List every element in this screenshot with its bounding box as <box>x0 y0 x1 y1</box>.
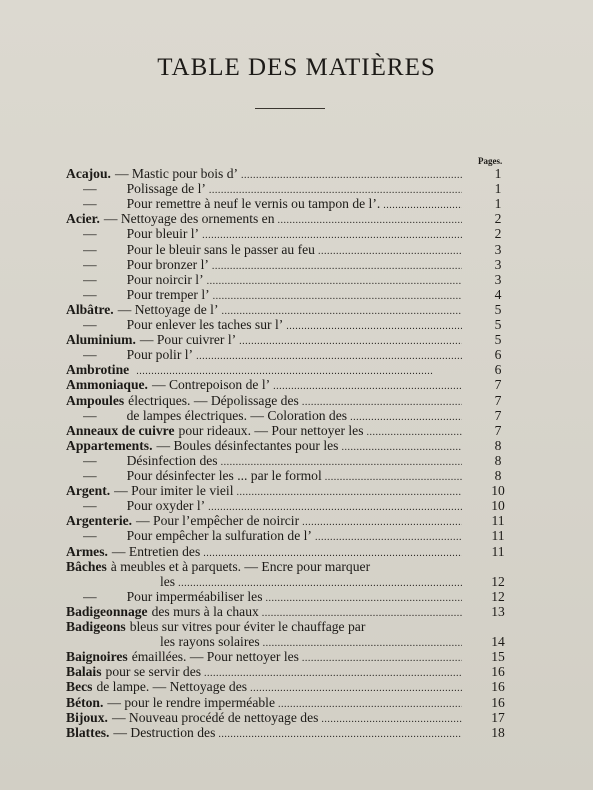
toc-page-number: 7 <box>494 407 502 423</box>
toc-keyword: Ambrotine <box>66 362 130 378</box>
toc-entry-text: bleus sur vitres pour éviter le chauffage par <box>129 619 366 634</box>
toc-ditto-dash: — <box>83 241 97 257</box>
toc-entry-line <box>66 604 462 620</box>
toc-ditto-dash: — <box>83 498 97 514</box>
toc-entry-line <box>66 559 462 575</box>
toc-page-number: 10 <box>491 498 505 514</box>
toc-entry <box>0 483 593 499</box>
page-title: TABLE DES MATIÈRES <box>157 54 436 81</box>
toc-dot-leader <box>278 211 463 227</box>
toc-entry-text: Pour remettre à neuf le vernis ou tampon de l’. <box>126 196 381 212</box>
toc-keyword: Ammoniaque. <box>66 377 148 393</box>
toc-keyword: Bijoux. <box>66 709 108 725</box>
toc-dot-leader <box>202 226 462 242</box>
toc-dot-leader <box>341 438 462 454</box>
toc-ditto-dash: — <box>83 347 97 363</box>
toc-keyword: Balais <box>66 664 102 680</box>
toc-dot-leader <box>263 634 462 650</box>
toc-entry <box>0 302 593 318</box>
toc-keyword: Badigeonnage <box>66 603 148 619</box>
toc-entry-line <box>66 423 462 439</box>
toc-entry <box>0 242 593 258</box>
toc-dot-leader <box>383 196 462 212</box>
toc-ditto-dash: — <box>83 286 97 302</box>
toc-entry <box>0 695 593 711</box>
toc-entry-text: émaillées. — Pour nettoyer les <box>131 649 299 665</box>
toc-entry-line <box>83 498 462 514</box>
toc-dot-leader <box>212 257 462 273</box>
toc-entry-line <box>83 272 462 288</box>
toc-entry-line <box>66 695 462 711</box>
toc-entry-line <box>83 589 462 605</box>
toc-entry-line <box>66 332 462 348</box>
toc-entry-line <box>66 362 462 378</box>
toc-page-number: 5 <box>494 317 502 332</box>
toc-entry <box>0 347 593 363</box>
toc-entry <box>0 423 593 439</box>
toc-entry <box>0 362 593 378</box>
toc-entry <box>0 498 593 514</box>
toc-entry-text: Pour désinfecter les ... par le formol <box>126 468 322 483</box>
toc-keyword: Baignoires <box>66 649 128 665</box>
toc-ditto-dash: — <box>83 256 97 272</box>
toc-keyword: Acier. <box>66 211 100 227</box>
toc-page-number: 7 <box>494 422 502 438</box>
toc-page-number: 11 <box>491 513 505 529</box>
toc-entry-line <box>83 287 462 303</box>
toc-entry-line <box>66 619 462 635</box>
toc-dot-leader <box>136 362 462 378</box>
toc-dot-leader <box>266 589 463 605</box>
toc-entry <box>0 604 593 620</box>
toc-dot-leader <box>318 242 462 258</box>
toc-page-number: 1 <box>494 181 502 197</box>
toc-keyword: Appartements. <box>66 437 153 453</box>
toc-entry <box>0 544 593 560</box>
toc-page-number: 5 <box>494 301 502 317</box>
toc-dot-leader <box>302 513 462 529</box>
toc-entry <box>0 725 593 741</box>
toc-entry <box>0 272 593 288</box>
toc-entry <box>0 226 593 242</box>
toc-entry-text: — Boules désinfectantes pour les <box>156 437 339 453</box>
toc-page-number: 1 <box>494 166 502 181</box>
toc-dot-leader <box>178 574 462 590</box>
toc-entry-text: pour se servir des <box>105 664 202 680</box>
toc-entry-line <box>66 679 462 695</box>
toc-entry <box>0 181 593 197</box>
toc-dot-leader <box>278 695 462 711</box>
toc-keyword: Aluminium. <box>66 332 136 348</box>
toc-entry-text: — Nettoyage des ornements en <box>103 211 275 227</box>
toc-keyword: Anneaux de cuivre <box>66 422 175 438</box>
toc-entry <box>0 679 593 695</box>
toc-entry-line <box>83 242 462 258</box>
toc-entry <box>0 513 593 529</box>
toc-entry-text: Polissage de l’ <box>126 181 206 197</box>
toc-entry-text: Pour polir l’ <box>126 347 194 363</box>
toc-ditto-dash: — <box>83 196 97 212</box>
toc-entry-line <box>83 453 462 469</box>
toc-dot-leader <box>302 393 462 409</box>
toc-keyword: Béton. <box>66 694 104 710</box>
toc-dot-leader <box>241 166 462 182</box>
toc-entry-text: — Nouveau procédé de nettoyage des <box>111 709 319 725</box>
toc-dot-leader <box>218 725 462 741</box>
toc-page-number: 17 <box>491 709 505 725</box>
toc-entry-line <box>83 528 462 544</box>
toc-dot-leader <box>321 710 462 726</box>
toc-continuation-text: les <box>160 573 176 589</box>
toc-entry-line <box>66 377 462 393</box>
toc-entry-line <box>83 181 462 197</box>
toc-page-number: 5 <box>494 332 502 348</box>
toc-entry-text: — Pour cuivrer l’ <box>139 332 237 348</box>
toc-dot-leader <box>286 317 462 333</box>
toc-page-number: 12 <box>491 573 505 589</box>
toc-page-number: 11 <box>491 528 505 544</box>
toc-dot-leader <box>236 483 462 499</box>
toc-entry-text: — Pour imiter le vieil <box>114 483 234 499</box>
toc-dot-leader <box>250 679 462 695</box>
toc-entry-text: de lampes électriques. — Coloration des <box>126 407 348 423</box>
toc-entry-text: Désinfection des <box>126 452 218 468</box>
toc-dot-leader <box>203 544 462 560</box>
toc-entry <box>0 377 593 393</box>
toc-entry-line <box>83 317 462 333</box>
toc-entry <box>0 574 593 590</box>
toc-entry <box>0 589 593 605</box>
toc-page-number: 6 <box>494 362 502 378</box>
toc-keyword: Argenterie. <box>66 513 133 529</box>
toc-page-number: 2 <box>494 211 502 227</box>
toc-entry-text: Pour enlever les taches sur l’ <box>126 317 284 332</box>
toc-entry-text: — Destruction des <box>113 724 216 740</box>
toc-entry-text: de lampe. — Nettoyage des <box>96 679 248 695</box>
toc-entry <box>0 619 593 635</box>
toc-entry <box>0 453 593 469</box>
toc-entry <box>0 649 593 665</box>
toc-entry-text: Pour bronzer l’ <box>126 256 209 272</box>
toc-entry-text: Pour oxyder l’ <box>126 498 206 514</box>
toc-ditto-dash: — <box>83 317 97 332</box>
toc-ditto-dash: — <box>83 271 97 287</box>
toc-page-number: 3 <box>494 271 502 287</box>
toc-entry <box>0 317 593 333</box>
toc-page-number: 1 <box>494 196 502 212</box>
toc-page-number: 7 <box>494 392 502 408</box>
toc-dot-leader <box>204 664 462 680</box>
toc-entry <box>0 332 593 348</box>
toc-keyword: Armes. <box>66 543 108 559</box>
toc-dot-leader <box>196 347 462 363</box>
toc-page-number: 11 <box>491 543 505 559</box>
toc-page-number: 8 <box>494 437 502 453</box>
toc-dot-leader <box>367 423 463 439</box>
toc-entry-text: — pour le rendre imperméable <box>107 694 275 710</box>
toc-page-number: 16 <box>491 694 505 710</box>
toc-keyword: Ampoules <box>66 392 125 408</box>
toc-ditto-dash: — <box>83 181 97 197</box>
toc-entry-line <box>66 211 462 227</box>
toc-ditto-dash: — <box>83 226 97 242</box>
toc-entry <box>0 528 593 544</box>
toc-entry <box>0 211 593 227</box>
toc-entry-line <box>83 226 462 242</box>
toc-dot-leader <box>239 332 462 348</box>
toc-entry-line <box>66 664 462 680</box>
toc-entry-text: — Nettoyage de l’ <box>117 301 219 317</box>
toc-entry-line <box>83 468 462 484</box>
toc-ditto-dash: — <box>83 588 97 604</box>
toc-entry-line <box>66 166 462 182</box>
toc-entry-line <box>160 634 462 650</box>
toc-dot-leader <box>221 453 462 469</box>
toc-entry-line <box>66 544 462 560</box>
toc-entry-line <box>83 196 462 212</box>
toc-page-number: 10 <box>491 483 505 499</box>
toc-dot-leader <box>350 408 462 424</box>
toc-entry-line <box>66 393 462 409</box>
toc-entry-text: électriques. — Dépolissage des <box>128 392 299 408</box>
toc-dot-leader <box>213 287 462 303</box>
toc-page-number: 16 <box>491 679 505 695</box>
toc-keyword: Becs <box>66 679 93 695</box>
toc-entry-line <box>66 710 462 726</box>
toc-continuation-text: les rayons solaires <box>160 634 260 650</box>
toc-dot-leader <box>209 181 462 197</box>
toc-page-number: 18 <box>491 724 505 740</box>
toc-entry-line <box>66 649 462 665</box>
toc-dot-leader <box>302 649 462 665</box>
toc-page-number: 4 <box>494 286 502 302</box>
toc-entry <box>0 393 593 409</box>
toc-page-number: 15 <box>491 649 505 665</box>
toc-entry-text: — Contrepoison de l’ <box>151 377 271 393</box>
toc-entry-text: — Entretien des <box>111 543 201 559</box>
toc-entry-line <box>83 257 462 273</box>
toc-page-number: 6 <box>494 347 502 363</box>
toc-entry-text: à meubles et à parquets. — Encre pour marquer <box>110 558 371 574</box>
toc-ditto-dash: — <box>83 528 97 544</box>
toc-dot-leader <box>222 302 463 318</box>
toc-entry-line <box>83 347 462 363</box>
toc-entry <box>0 438 593 454</box>
toc-entry <box>0 257 593 273</box>
toc-entry <box>0 468 593 484</box>
toc-page-number: 7 <box>494 377 502 393</box>
toc-entry <box>0 664 593 680</box>
toc-entry-line <box>160 574 462 590</box>
toc-entry <box>0 287 593 303</box>
toc-entry-text: Pour imperméabiliser les <box>126 588 263 604</box>
toc-entry-line <box>66 725 462 741</box>
toc-entry-text: Pour le bleuir sans le passer au feu <box>126 241 315 257</box>
toc-entry-line <box>83 408 462 424</box>
toc-page-number: 13 <box>491 603 505 619</box>
toc-keyword: Bâches <box>66 558 107 574</box>
toc-ditto-dash: — <box>83 452 97 468</box>
toc-dot-leader <box>208 498 462 514</box>
toc-keyword: Albâtre. <box>66 301 114 317</box>
title-rule <box>255 108 325 109</box>
toc-entry-text: Pour bleuir l’ <box>126 226 200 242</box>
toc-dot-leader <box>207 272 462 288</box>
toc-page-number: 3 <box>494 256 502 272</box>
toc-ditto-dash: — <box>83 407 97 423</box>
pages-column-label: Pages. <box>478 156 503 166</box>
toc-dot-leader <box>262 604 462 620</box>
toc-page-number: 3 <box>494 241 502 257</box>
toc-entry <box>0 710 593 726</box>
toc-dot-leader <box>273 377 462 393</box>
toc-keyword: Blattes. <box>66 724 110 740</box>
toc-dot-leader <box>325 468 462 484</box>
toc-entry-line <box>66 513 462 529</box>
toc-entry-text: Pour noircir l’ <box>126 271 204 287</box>
toc-page-number: 14 <box>491 634 505 650</box>
toc-entry-text: — Mastic pour bois d’ <box>114 166 239 181</box>
toc-entry-line <box>66 438 462 454</box>
toc-ditto-dash: — <box>83 468 97 483</box>
toc-entry-text: pour rideaux. — Pour nettoyer les <box>178 422 364 438</box>
toc-entry <box>0 196 593 212</box>
toc-entry-line <box>66 302 462 318</box>
toc-entry <box>0 408 593 424</box>
toc-page-number: 16 <box>491 664 505 680</box>
toc-page-number: 12 <box>491 588 505 604</box>
toc-entry <box>0 634 593 650</box>
toc-keyword: Badigeons <box>66 619 126 634</box>
toc-entry <box>0 166 593 182</box>
toc-page-number: 2 <box>494 226 502 242</box>
toc-keyword: Acajou. <box>66 166 111 181</box>
toc-page-number: 8 <box>494 468 502 483</box>
toc-entry-text: — Pour l’empêcher de noircir <box>136 513 300 529</box>
toc-entry-text: Pour empêcher la sulfuration de l’ <box>126 528 312 544</box>
toc-entry-line <box>66 483 462 499</box>
toc-keyword: Argent. <box>66 483 111 499</box>
toc-entry-text: Pour tremper l’ <box>126 286 210 302</box>
toc-page-number: 8 <box>494 452 502 468</box>
toc-dot-leader <box>315 528 462 544</box>
toc-entry <box>0 559 593 575</box>
toc-entry-text: des murs à la chaux <box>151 603 259 619</box>
